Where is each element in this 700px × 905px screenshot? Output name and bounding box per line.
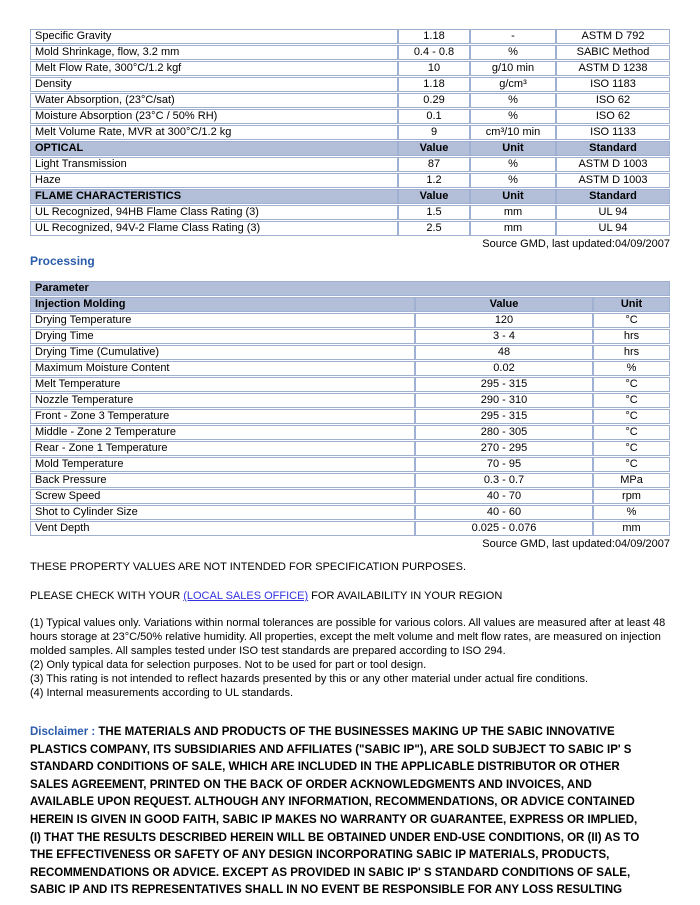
property-standard-cell: ASTM D 1003	[556, 157, 670, 172]
parameter-value-cell: 0.025 - 0.076	[415, 521, 593, 536]
section-header-row	[30, 189, 670, 204]
parameter-unit-cell: °C	[593, 377, 670, 392]
table-row	[30, 457, 670, 472]
parameter-value-cell: 0.3 - 0.7	[415, 473, 593, 488]
parameter-unit-cell: °C	[593, 457, 670, 472]
footnote-3: (3) This rating is not intended to reflect hazards presented by this or any other material under actual fire conditions.	[30, 673, 589, 685]
properties-table-body	[30, 29, 670, 236]
parameter-unit-cell: %	[593, 361, 670, 376]
property-unit-cell: %	[470, 93, 556, 108]
table-row	[30, 313, 670, 328]
injection-molding-header: Injection Molding	[30, 297, 415, 312]
value-column-header: Value	[415, 297, 593, 312]
property-unit-cell: g/10 min	[470, 61, 556, 76]
section-header-row	[30, 141, 670, 156]
property-name-cell: OPTICAL	[30, 141, 398, 156]
property-standard-cell: UL 94	[556, 205, 670, 220]
table-row	[30, 441, 670, 456]
property-standard-cell: UL 94	[556, 221, 670, 236]
property-name-cell: Specific Gravity	[30, 29, 398, 44]
property-unit-cell: -	[470, 29, 556, 44]
property-value-cell: 87	[398, 157, 470, 172]
property-name-cell: UL Recognized, 94V-2 Flame Class Rating (3)	[30, 221, 398, 236]
property-unit-cell: %	[470, 45, 556, 60]
property-unit-cell: %	[470, 109, 556, 124]
parameter-name-cell: Back Pressure	[30, 473, 415, 488]
processing-heading: Processing	[30, 254, 95, 268]
parameter-name-cell: Mold Temperature	[30, 457, 415, 472]
properties-table	[30, 28, 670, 237]
parameter-value-cell: 48	[415, 345, 593, 360]
property-value-cell: Value	[398, 189, 470, 204]
table-row	[30, 361, 670, 376]
property-value-cell: 0.4 - 0.8	[398, 45, 470, 60]
parameter-value-cell: 120	[415, 313, 593, 328]
property-value-cell: 1.2	[398, 173, 470, 188]
table-row	[30, 61, 670, 76]
disclaimer-text: THE MATERIALS AND PRODUCTS OF THE BUSINESSES MAKING UP THE SABIC INNOVATIVE PLASTICS COMPANY, ITS SUBSIDIARIES AND AFFILIATES ("SABIC IP"), ARE SOLD SUBJECT TO SABIC IP' S STANDARD CONDITIONS OF SALE, WHICH ARE INCLUDED IN THE APPLICABLE DISTRIBUTOR OR OTHER SALES AGREEMENT, PRINTED ON THE BACK OF ORDER ACKNOWLEDGMENTS AND INVOICES, AND AVAILABLE UPON REQUEST. ALTHOUGH ANY INFORMATION, RECOMMENDATIONS, OR ADVICE CONTAINED HEREIN IS GIVEN IN GOOD FAITH, SABIC IP MAKES NO WARRANTY OR GUARANTEE, EXPRESS OR IMPLIED, (I) THAT THE RESULTS DESCRIBED HEREIN WILL BE OBTAINED UNDER END-USE CONDITIONS, OR (II) AS TO THE EFFECTIVENESS OR SAFETY OF ANY DESIGN INCORPORATING SABIC IP MATERIALS, PRODUCTS, RECOMMENDATIONS OR ADVICE. EXCEPT AS PROVIDED IN SABIC IP' S STANDARD CONDITIONS OF SALE, SABIC IP AND ITS REPRESENTATIVES SHALL IN NO EVENT BE RESPONSIBLE FOR ANY LOSS RESULTING	[30, 726, 640, 897]
injection-molding-header-row	[30, 297, 670, 312]
specification-note: THESE PROPERTY VALUES ARE NOT INTENDED FOR SPECIFICATION PURPOSES.	[30, 561, 467, 573]
property-value-cell: 9	[398, 125, 470, 140]
parameter-unit-cell: %	[593, 505, 670, 520]
table-row	[30, 45, 670, 60]
parameter-name-cell: Drying Time (Cumulative)	[30, 345, 415, 360]
property-standard-cell: Standard	[556, 189, 670, 204]
parameter-unit-cell: rpm	[593, 489, 670, 504]
parameter-unit-cell: mm	[593, 521, 670, 536]
table-row	[30, 473, 670, 488]
property-unit-cell: Unit	[470, 141, 556, 156]
property-value-cell: 0.1	[398, 109, 470, 124]
source-note: Source GMD, last updated:04/09/2007	[482, 538, 670, 550]
parameter-unit-cell: MPa	[593, 473, 670, 488]
table-row	[30, 393, 670, 408]
property-unit-cell: mm	[470, 221, 556, 236]
disclaimer	[30, 724, 648, 900]
property-standard-cell: ASTM D 1003	[556, 173, 670, 188]
property-unit-cell: mm	[470, 205, 556, 220]
property-unit-cell: Unit	[470, 189, 556, 204]
property-name-cell: Melt Flow Rate, 300°C/1.2 kgf	[30, 61, 398, 76]
parameter-unit-cell: °C	[593, 441, 670, 456]
parameter-unit-cell: °C	[593, 425, 670, 440]
processing-table-body	[30, 281, 670, 536]
table-row	[30, 521, 670, 536]
property-value-cell: 2.5	[398, 221, 470, 236]
table-row	[30, 345, 670, 360]
table-row	[30, 157, 670, 172]
table-row	[30, 221, 670, 236]
table-row	[30, 505, 670, 520]
parameter-value-cell: 40 - 70	[415, 489, 593, 504]
parameter-name-cell: Front - Zone 3 Temperature	[30, 409, 415, 424]
parameter-unit-cell: hrs	[593, 345, 670, 360]
property-unit-cell: %	[470, 173, 556, 188]
unit-column-header: Unit	[593, 297, 670, 312]
table-row	[30, 489, 670, 504]
availability-prefix: PLEASE CHECK WITH YOUR	[30, 590, 184, 602]
property-standard-cell: ISO 62	[556, 109, 670, 124]
property-name-cell: Light Transmission	[30, 157, 398, 172]
parameter-unit-cell: °C	[593, 409, 670, 424]
table-row	[30, 173, 670, 188]
property-value-cell: 1.18	[398, 77, 470, 92]
parameter-unit-cell: °C	[593, 313, 670, 328]
availability-suffix: FOR AVAILABILITY IN YOUR REGION	[308, 590, 503, 602]
parameter-value-cell: 290 - 310	[415, 393, 593, 408]
table-row	[30, 29, 670, 44]
source-note: Source GMD, last updated:04/09/2007	[482, 238, 670, 250]
parameter-value-cell: 295 - 315	[415, 377, 593, 392]
parameter-name-cell: Melt Temperature	[30, 377, 415, 392]
parameter-name-cell: Nozzle Temperature	[30, 393, 415, 408]
parameter-unit-cell: hrs	[593, 329, 670, 344]
property-unit-cell: cm³/10 min	[470, 125, 556, 140]
property-unit-cell: g/cm³	[470, 77, 556, 92]
footnote-1: (1) Typical values only. Variations within normal tolerances are possible for various colors. All values are measured after at least 48 hours storage at 23°C/50% relative humidity. All properties, except the melt volume and melt flow rates, are measured on injection molded samples. All samples tested under ISO test standards are prepared according to ISO 294.	[30, 617, 666, 657]
property-value-cell: 0.29	[398, 93, 470, 108]
property-name-cell: Haze	[30, 173, 398, 188]
table-row	[30, 377, 670, 392]
property-value-cell: 1.18	[398, 29, 470, 44]
property-name-cell: UL Recognized, 94HB Flame Class Rating (3)	[30, 205, 398, 220]
parameter-name-cell: Rear - Zone 1 Temperature	[30, 441, 415, 456]
disclaimer-label: Disclaimer :	[30, 726, 96, 738]
availability-note	[30, 590, 670, 602]
parameter-value-cell: 270 - 295	[415, 441, 593, 456]
table-row	[30, 425, 670, 440]
property-value-cell: Value	[398, 141, 470, 156]
parameter-value-cell: 280 - 305	[415, 425, 593, 440]
table-row	[30, 93, 670, 108]
property-name-cell: Mold Shrinkage, flow, 3.2 mm	[30, 45, 398, 60]
parameter-value-cell: 0.02	[415, 361, 593, 376]
table-row	[30, 205, 670, 220]
property-standard-cell: ISO 1133	[556, 125, 670, 140]
property-name-cell: Moisture Absorption (23°C / 50% RH)	[30, 109, 398, 124]
table-row	[30, 329, 670, 344]
footnotes	[30, 616, 672, 700]
property-standard-cell: ISO 1183	[556, 77, 670, 92]
parameter-name-cell: Drying Time	[30, 329, 415, 344]
property-name-cell: FLAME CHARACTERISTICS	[30, 189, 398, 204]
property-name-cell: Water Absorption, (23°C/sat)	[30, 93, 398, 108]
property-value-cell: 10	[398, 61, 470, 76]
parameter-value-cell: 40 - 60	[415, 505, 593, 520]
property-value-cell: 1.5	[398, 205, 470, 220]
parameter-name-cell: Vent Depth	[30, 521, 415, 536]
parameter-name-cell: Middle - Zone 2 Temperature	[30, 425, 415, 440]
parameter-name-cell: Drying Temperature	[30, 313, 415, 328]
footnote-4: (4) Internal measurements according to UL standards.	[30, 687, 294, 699]
property-name-cell: Melt Volume Rate, MVR at 300°C/1.2 kg	[30, 125, 398, 140]
property-standard-cell: ASTM D 1238	[556, 61, 670, 76]
parameter-name-cell: Shot to Cylinder Size	[30, 505, 415, 520]
processing-table	[30, 280, 670, 537]
table-row	[30, 125, 670, 140]
table-row	[30, 409, 670, 424]
parameter-value-cell: 70 - 95	[415, 457, 593, 472]
parameter-name-cell: Maximum Moisture Content	[30, 361, 415, 376]
parameter-value-cell: 295 - 315	[415, 409, 593, 424]
parameter-group-header-row	[30, 281, 670, 296]
property-unit-cell: %	[470, 157, 556, 172]
parameter-group-header: Parameter	[30, 281, 670, 296]
local-sales-office-link[interactable]: (LOCAL SALES OFFICE)	[183, 590, 309, 602]
property-standard-cell: SABIC Method	[556, 45, 670, 60]
parameter-name-cell: Screw Speed	[30, 489, 415, 504]
table-row	[30, 109, 670, 124]
parameter-unit-cell: °C	[593, 393, 670, 408]
table-row	[30, 77, 670, 92]
property-name-cell: Density	[30, 77, 398, 92]
property-standard-cell: Standard	[556, 141, 670, 156]
property-standard-cell: ISO 62	[556, 93, 670, 108]
property-standard-cell: ASTM D 792	[556, 29, 670, 44]
footnote-2: (2) Only typical data for selection purposes. Not to be used for part or tool design.	[30, 659, 427, 671]
parameter-value-cell: 3 - 4	[415, 329, 593, 344]
